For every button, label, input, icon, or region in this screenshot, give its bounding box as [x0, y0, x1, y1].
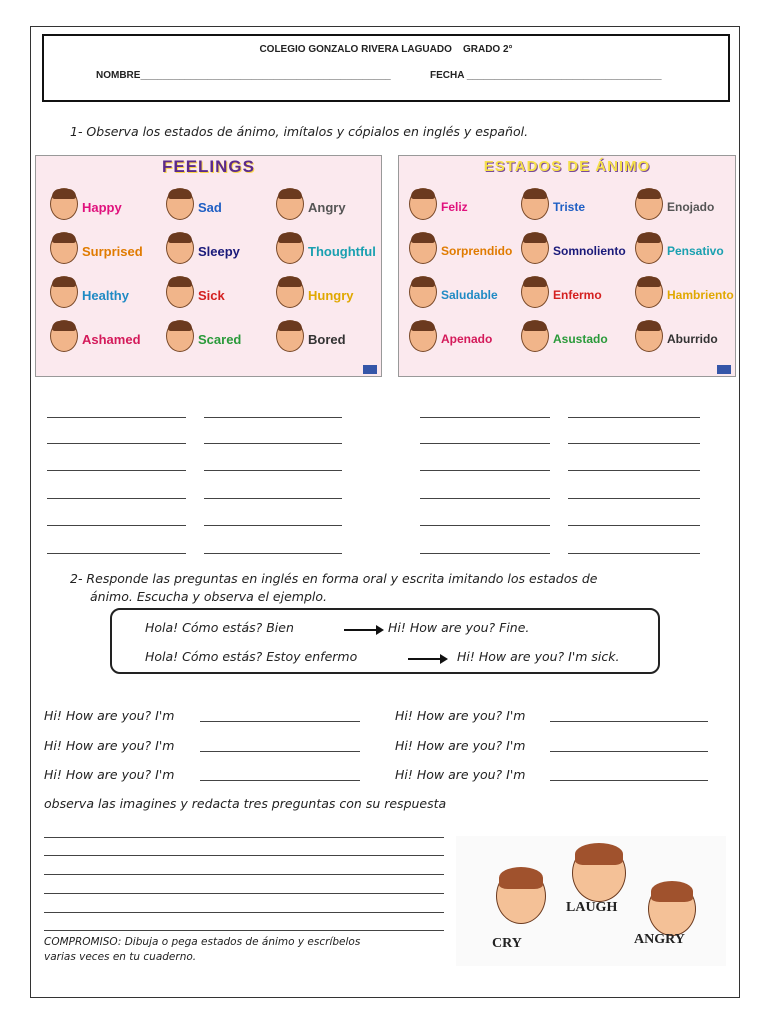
copy-blank-line[interactable]: [420, 498, 550, 499]
copy-blank-line[interactable]: [420, 443, 550, 444]
writing-line[interactable]: [44, 912, 444, 913]
child-face-icon: [166, 320, 194, 352]
arrow-icon: [344, 629, 382, 631]
copy-blank-line[interactable]: [204, 443, 342, 444]
date-field[interactable]: FECHA ___________________________________: [430, 70, 662, 81]
poster-title: FEELINGS: [161, 157, 255, 176]
feeling-label: Enojado: [667, 200, 715, 214]
poster-logo: [363, 365, 377, 374]
child-face-icon: [166, 232, 194, 264]
copy-blank-line[interactable]: [420, 470, 550, 471]
arrow-icon: [408, 658, 446, 660]
feeling-label: Saludable: [441, 288, 498, 302]
feelings-poster: [35, 155, 382, 377]
feeling-label: Happy: [82, 200, 122, 215]
prompt-text: Hi! How are you? I'm: [395, 767, 526, 782]
feeling-label: Healthy: [82, 288, 129, 303]
poster-title: ESTADOS DE ÁNIMO: [483, 158, 651, 175]
feeling-label: Aburrido: [667, 332, 718, 346]
commitment-line2: varias veces en tu cuaderno.: [44, 951, 197, 963]
writing-line[interactable]: [44, 874, 444, 875]
school-title: COLEGIO GONZALO RIVERA LAGUADO GRADO 2°: [259, 44, 513, 55]
child-face-icon: [521, 232, 549, 264]
task1-instruction: 1- Observa los estados de ánimo, imítalos y cópialos en inglés y español.: [70, 124, 529, 139]
prompt-text: Hi! How are you? I'm: [395, 708, 526, 723]
feeling-label: Sick: [198, 288, 225, 303]
feeling-label: Scared: [198, 332, 242, 347]
feeling-label: Sad: [198, 200, 222, 215]
child-face-icon: [409, 232, 437, 264]
answer-blank[interactable]: [550, 780, 708, 781]
header-box: [42, 34, 730, 102]
answer-blank[interactable]: [200, 751, 360, 752]
angry-label: ANGRY: [634, 932, 685, 947]
copy-blank-line[interactable]: [204, 417, 342, 418]
writing-line[interactable]: [44, 837, 444, 838]
example1-english: Hi! How are you? Fine.: [388, 620, 530, 635]
laugh-label: LAUGH: [566, 900, 618, 915]
copy-blank-line[interactable]: [47, 498, 186, 499]
copy-blank-line[interactable]: [568, 553, 700, 554]
feeling-label: Hambriento: [667, 288, 734, 302]
copy-blank-line[interactable]: [47, 443, 186, 444]
child-face-icon: [409, 276, 437, 308]
prompt-text: Hi! How are you? I'm: [395, 738, 526, 753]
copy-blank-line[interactable]: [568, 525, 700, 526]
copy-blank-line[interactable]: [568, 498, 700, 499]
crying-kid: [496, 868, 546, 924]
writing-line[interactable]: [44, 930, 444, 931]
copy-blank-line[interactable]: [47, 417, 186, 418]
child-face-icon: [521, 188, 549, 220]
example-box: [110, 608, 660, 674]
task3-instruction: observa las imagines y redacta tres preguntas con su respuesta: [44, 796, 447, 811]
prompt-text: Hi! How are you? I'm: [44, 738, 175, 753]
feeling-label: Asustado: [553, 332, 608, 346]
example2-spanish: Hola! Cómo estás? Estoy enfermo: [145, 649, 358, 664]
copy-blank-line[interactable]: [568, 443, 700, 444]
name-field[interactable]: NOMBRE_____________________________________________: [96, 70, 391, 81]
feeling-label: Hungry: [308, 288, 354, 303]
copy-blank-line[interactable]: [47, 525, 186, 526]
example1-spanish: Hola! Cómo estás? Bien: [145, 620, 294, 635]
commitment-line1: COMPROMISO: Dibuja o pega estados de ánimo y escríbelos: [44, 936, 361, 948]
feeling-label: Thoughtful: [308, 244, 376, 259]
copy-blank-line[interactable]: [420, 417, 550, 418]
writing-line[interactable]: [44, 855, 444, 856]
feeling-label: Bored: [308, 332, 346, 347]
copy-blank-line[interactable]: [47, 470, 186, 471]
task2-instruction-line2: ánimo. Escucha y observa el ejemplo.: [90, 589, 327, 604]
child-face-icon: [409, 188, 437, 220]
answer-blank[interactable]: [550, 721, 708, 722]
child-face-icon: [635, 188, 663, 220]
cry-label: CRY: [492, 936, 522, 951]
child-face-icon: [166, 276, 194, 308]
child-face-icon: [276, 276, 304, 308]
feeling-label: Somnoliento: [553, 244, 626, 258]
child-face-icon: [521, 320, 549, 352]
feeling-label: Surprised: [82, 244, 143, 259]
child-face-icon: [50, 320, 78, 352]
copy-blank-line[interactable]: [47, 553, 186, 554]
child-face-icon: [276, 188, 304, 220]
answer-blank[interactable]: [200, 721, 360, 722]
feeling-label: Pensativo: [667, 244, 724, 258]
prompt-text: Hi! How are you? I'm: [44, 708, 175, 723]
prompt-text: Hi! How are you? I'm: [44, 767, 175, 782]
feeling-label: Sleepy: [198, 244, 240, 259]
copy-blank-line[interactable]: [204, 498, 342, 499]
feeling-label: Sorprendido: [441, 244, 513, 258]
child-face-icon: [166, 188, 194, 220]
child-face-icon: [521, 276, 549, 308]
feeling-label: Angry: [308, 200, 346, 215]
task2-instruction-line1: 2- Responde las preguntas en inglés en forma oral y escrita imitando los estados de: [70, 571, 598, 586]
poster-logo: [717, 365, 731, 374]
child-face-icon: [276, 232, 304, 264]
child-face-icon: [50, 276, 78, 308]
example2-english: Hi! How are you? I'm sick.: [457, 649, 620, 664]
answer-blank[interactable]: [550, 751, 708, 752]
child-face-icon: [409, 320, 437, 352]
child-face-icon: [276, 320, 304, 352]
angry-kid: [648, 882, 696, 936]
feeling-label: Apenado: [441, 332, 493, 346]
writing-line[interactable]: [44, 893, 444, 894]
answer-blank[interactable]: [200, 780, 360, 781]
copy-blank-line[interactable]: [204, 470, 342, 471]
feeling-label: Ashamed: [82, 332, 141, 347]
copy-blank-line[interactable]: [420, 525, 550, 526]
child-face-icon: [50, 188, 78, 220]
child-face-icon: [50, 232, 78, 264]
copy-blank-line[interactable]: [204, 525, 342, 526]
laughing-kid: [572, 844, 626, 902]
copy-blank-line[interactable]: [568, 417, 700, 418]
feeling-label: Feliz: [441, 200, 468, 214]
feeling-label: Triste: [553, 200, 586, 214]
emotions-cartoon: [456, 836, 726, 966]
copy-blank-line[interactable]: [204, 553, 342, 554]
copy-blank-line[interactable]: [568, 470, 700, 471]
copy-blank-line[interactable]: [420, 553, 550, 554]
child-face-icon: [635, 276, 663, 308]
feeling-label: Enfermo: [553, 288, 602, 302]
grade-label: GRADO 2°: [462, 44, 513, 55]
child-face-icon: [635, 320, 663, 352]
estados-poster: [398, 155, 736, 377]
child-face-icon: [635, 232, 663, 264]
